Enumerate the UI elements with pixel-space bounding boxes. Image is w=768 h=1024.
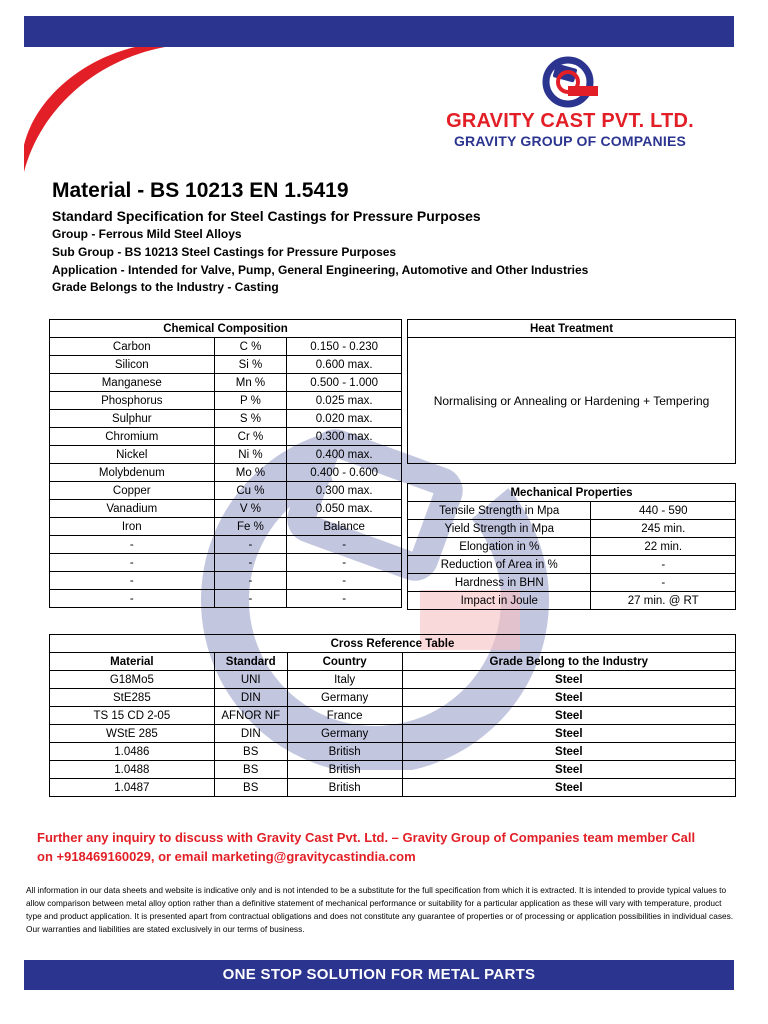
application-line: Application - Intended for Valve, Pump, General Engineering, Automotive and Other Industries bbox=[52, 263, 589, 277]
table-cell: 0.050 max. bbox=[287, 500, 402, 518]
table-cell: WStE 285 bbox=[50, 725, 215, 743]
table-cell: Steel bbox=[402, 725, 735, 743]
table-row bbox=[408, 538, 736, 556]
table-row bbox=[408, 556, 736, 574]
grade-line: Grade Belongs to the Industry - Casting bbox=[52, 280, 279, 294]
table-cell: - bbox=[591, 574, 736, 592]
table-cell: British bbox=[287, 743, 402, 761]
table-cell: - bbox=[50, 536, 215, 554]
table-cell: C % bbox=[214, 338, 287, 356]
table-cell: Impact in Joule bbox=[408, 592, 591, 610]
table-cell: Tensile Strength in Mpa bbox=[408, 502, 591, 520]
table-row bbox=[50, 689, 736, 707]
table-cell: - bbox=[287, 554, 402, 572]
table-cell: Steel bbox=[402, 743, 735, 761]
table-cell: 0.600 max. bbox=[287, 356, 402, 374]
table-cell: Steel bbox=[402, 761, 735, 779]
table-row bbox=[408, 592, 736, 610]
table-cell: Steel bbox=[402, 779, 735, 797]
table-row bbox=[50, 572, 402, 590]
table-cell: 0.150 - 0.230 bbox=[287, 338, 402, 356]
table-cell: TS 15 CD 2-05 bbox=[50, 707, 215, 725]
table-cell: - bbox=[214, 590, 287, 608]
table-cell: Copper bbox=[50, 482, 215, 500]
table-cell: - bbox=[50, 554, 215, 572]
table-row bbox=[50, 338, 402, 356]
table-row bbox=[50, 779, 736, 797]
column-header: Material bbox=[50, 653, 215, 671]
company-logo bbox=[538, 56, 604, 108]
table-row bbox=[50, 500, 402, 518]
table-cell: P % bbox=[214, 392, 287, 410]
spec-title: Standard Specification for Steel Castings for Pressure Purposes bbox=[52, 208, 481, 224]
table-row bbox=[50, 590, 402, 608]
table-title: Mechanical Properties bbox=[408, 484, 736, 502]
table-cell: Elongation in % bbox=[408, 538, 591, 556]
table-cell: - bbox=[50, 590, 215, 608]
table-cell: 0.500 - 1.000 bbox=[287, 374, 402, 392]
table-title: Chemical Composition bbox=[50, 320, 402, 338]
table-cell: BS bbox=[214, 743, 287, 761]
cross-reference-table bbox=[49, 634, 736, 797]
table-cell: Molybdenum bbox=[50, 464, 215, 482]
heat-treatment-text: Normalising or Annealing or Hardening + Tempering bbox=[408, 338, 736, 464]
table-cell: Ni % bbox=[214, 446, 287, 464]
table-cell: Cr % bbox=[214, 428, 287, 446]
table-cell: Cu % bbox=[214, 482, 287, 500]
table-row bbox=[408, 520, 736, 538]
table-cell: - bbox=[214, 536, 287, 554]
table-cell: 1.0488 bbox=[50, 761, 215, 779]
table-cell: S % bbox=[214, 410, 287, 428]
table-row bbox=[50, 725, 736, 743]
table-cell: StE285 bbox=[50, 689, 215, 707]
heat-treatment-table bbox=[407, 319, 736, 464]
table-cell: - bbox=[591, 556, 736, 574]
table-cell: Reduction of Area in % bbox=[408, 556, 591, 574]
table-cell: Germany bbox=[287, 689, 402, 707]
table-row bbox=[408, 502, 736, 520]
table-cell: Yield Strength in Mpa bbox=[408, 520, 591, 538]
table-cell: Hardness in BHN bbox=[408, 574, 591, 592]
inquiry-line: Further any inquiry to discuss with Gravity Cast Pvt. Ltd. – Gravity Group of Companies team member Call bbox=[37, 830, 696, 845]
table-title: Heat Treatment bbox=[408, 320, 736, 338]
table-cell: France bbox=[287, 707, 402, 725]
table-cell: Manganese bbox=[50, 374, 215, 392]
table-cell: - bbox=[287, 590, 402, 608]
table-row bbox=[50, 428, 402, 446]
table-cell: 27 min. @ RT bbox=[591, 592, 736, 610]
inquiry-line: on +918469160029, or email marketing@gravitycastindia.com bbox=[37, 849, 416, 864]
table-cell: 1.0486 bbox=[50, 743, 215, 761]
table-row bbox=[50, 671, 736, 689]
table-cell: British bbox=[287, 779, 402, 797]
column-header: Standard bbox=[214, 653, 287, 671]
table-cell: Mo % bbox=[214, 464, 287, 482]
table-cell: Steel bbox=[402, 707, 735, 725]
table-cell: 1.0487 bbox=[50, 779, 215, 797]
table-cell: British bbox=[287, 761, 402, 779]
material-title: Material - BS 10213 EN 1.5419 bbox=[52, 179, 349, 202]
table-cell: Nickel bbox=[50, 446, 215, 464]
table-cell: Carbon bbox=[50, 338, 215, 356]
table-cell: G18Mo5 bbox=[50, 671, 215, 689]
table-cell: DIN bbox=[214, 689, 287, 707]
sub-group-line: Sub Group - BS 10213 Steel Castings for Pressure Purposes bbox=[52, 245, 397, 259]
table-row bbox=[50, 464, 402, 482]
table-cell: BS bbox=[214, 779, 287, 797]
table-row bbox=[50, 482, 402, 500]
table-cell: - bbox=[287, 572, 402, 590]
table-cell: Silicon bbox=[50, 356, 215, 374]
table-cell: Mn % bbox=[214, 374, 287, 392]
table-cell: Iron bbox=[50, 518, 215, 536]
table-row bbox=[408, 574, 736, 592]
table-cell: 0.300 max. bbox=[287, 482, 402, 500]
table-cell: 22 min. bbox=[591, 538, 736, 556]
tagline-banner: ONE STOP SOLUTION FOR METAL PARTS bbox=[24, 960, 734, 990]
table-cell: Balance bbox=[287, 518, 402, 536]
table-cell: 0.025 max. bbox=[287, 392, 402, 410]
group-line: Group - Ferrous Mild Steel Alloys bbox=[52, 227, 242, 241]
red-swoosh-graphic bbox=[0, 0, 170, 180]
table-cell: Germany bbox=[287, 725, 402, 743]
table-row bbox=[50, 392, 402, 410]
mechanical-properties-table bbox=[407, 483, 736, 610]
inquiry-notice bbox=[37, 828, 737, 866]
column-header: Grade Belong to the Industry bbox=[402, 653, 735, 671]
table-cell: Vanadium bbox=[50, 500, 215, 518]
table-cell: 0.400 - 0.600 bbox=[287, 464, 402, 482]
table-title: Cross Reference Table bbox=[50, 635, 736, 653]
table-cell: BS bbox=[214, 761, 287, 779]
disclaimer-text: All information in our data sheets and website is indicative only and is not intended to be a substitute for the full specification from which it is extracted. It is intended to provide typical values to allow comparison between metal alloy option rather than a definitive statement of mechanical performance or suitability for a particular application as these will vary with temperature, product type and product application. It is presented apart from contractual obligations and does not constitute any guarantee of properties or of processing or application possibilities in individual cases. Our warranties and liabilities are stated exclusively in our terms of business. bbox=[26, 885, 734, 934]
table-cell: V % bbox=[214, 500, 287, 518]
table-row bbox=[50, 536, 402, 554]
company-name: GRAVITY CAST PVT. LTD. bbox=[446, 110, 694, 132]
table-cell: Si % bbox=[214, 356, 287, 374]
table-cell: UNI bbox=[214, 671, 287, 689]
table-row bbox=[50, 356, 402, 374]
table-cell: DIN bbox=[214, 725, 287, 743]
table-cell: - bbox=[214, 554, 287, 572]
table-row bbox=[50, 554, 402, 572]
table-cell: Steel bbox=[402, 671, 735, 689]
table-cell: - bbox=[214, 572, 287, 590]
table-row bbox=[50, 410, 402, 428]
column-header: Country bbox=[287, 653, 402, 671]
table-cell: - bbox=[50, 572, 215, 590]
table-cell: 440 - 590 bbox=[591, 502, 736, 520]
table-row bbox=[50, 743, 736, 761]
table-row bbox=[50, 707, 736, 725]
table-cell: Italy bbox=[287, 671, 402, 689]
table-cell: Steel bbox=[402, 689, 735, 707]
table-cell: Fe % bbox=[214, 518, 287, 536]
table-cell: 0.400 max. bbox=[287, 446, 402, 464]
table-cell: 0.020 max. bbox=[287, 410, 402, 428]
table-cell: AFNOR NF bbox=[214, 707, 287, 725]
table-cell: - bbox=[287, 536, 402, 554]
table-cell: Sulphur bbox=[50, 410, 215, 428]
table-cell: 0.300 max. bbox=[287, 428, 402, 446]
table-row bbox=[50, 374, 402, 392]
table-cell: Phosphorus bbox=[50, 392, 215, 410]
table-cell: 245 min. bbox=[591, 520, 736, 538]
table-row bbox=[50, 761, 736, 779]
company-group-name: GRAVITY GROUP OF COMPANIES bbox=[453, 133, 687, 149]
chemical-composition-table bbox=[49, 319, 402, 608]
table-row bbox=[50, 518, 402, 536]
table-row bbox=[50, 446, 402, 464]
table-cell: Chromium bbox=[50, 428, 215, 446]
